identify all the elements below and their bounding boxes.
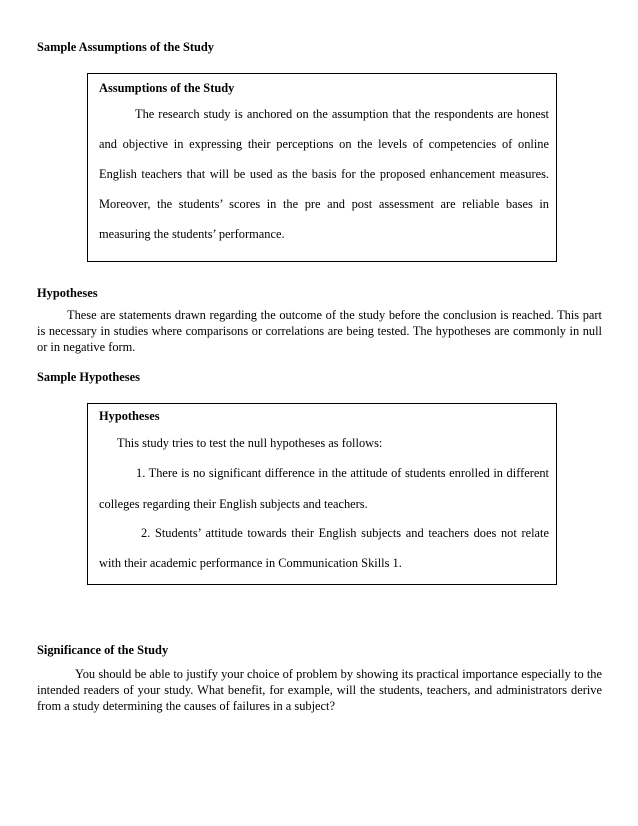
assumptions-line: and objective in expressing their perceptions on the levels of competencies of online: [99, 137, 549, 151]
sample-hypotheses-heading: Sample Hypotheses: [37, 370, 140, 384]
hypothesis-line: 1. There is no significant difference in the attitude of students enrolled in different: [136, 466, 549, 480]
hypotheses-intro: This study tries to test the null hypotheses as follows:: [117, 436, 383, 450]
hypotheses-paragraph: These are statements drawn regarding the outcome of the study before the conclusion is reached. This part is necessary in studies where comparisons or correlations are being tested. The hypotheses are commonly in null or in negative form.: [37, 308, 602, 354]
hypothesis-line: with their academic performance in Communication Skills 1.: [99, 556, 402, 570]
significance-heading: Significance of the Study: [37, 643, 169, 657]
hypothesis-line: colleges regarding their English subjects and teachers.: [99, 497, 368, 511]
hypotheses-box-title: Hypotheses: [99, 409, 160, 423]
hypotheses-box: [87, 403, 557, 585]
significance-paragraph: You should be able to justify your choice of problem by showing its practical importance especially to the intended readers of your study. What benefit, for example, will the students, teachers, and administrators derive from a study determining the causes of failures in a subject?: [37, 667, 602, 713]
assumptions-line: English teachers that will be used as the basis for the proposed enhancement measures.: [99, 167, 549, 181]
assumptions-line: measuring the students’ performance.: [99, 227, 285, 241]
assumptions-box-title: Assumptions of the Study: [99, 81, 235, 95]
assumptions-line: Moreover, the students’ scores in the pre and post assessment are reliable bases in: [99, 197, 549, 211]
assumptions-box: [87, 73, 557, 262]
assumptions-line: The research study is anchored on the assumption that the respondents are honest: [135, 107, 549, 121]
hypothesis-line: 2. Students’ attitude towards their English subjects and teachers does not relate: [141, 526, 549, 540]
hypotheses-heading: Hypotheses: [37, 286, 98, 300]
sample-assumptions-heading: Sample Assumptions of the Study: [37, 40, 214, 54]
